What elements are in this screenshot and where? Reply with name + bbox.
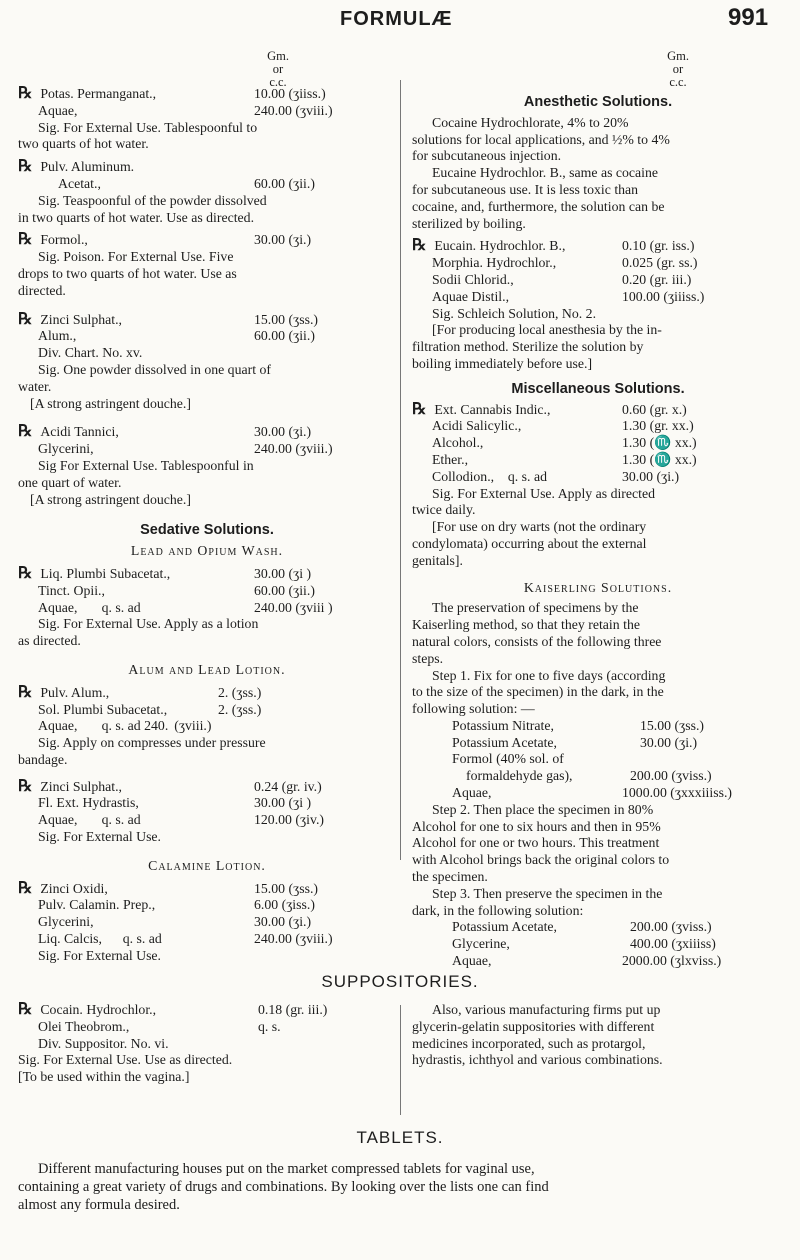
prescription (412, 402, 784, 570)
note: [A strong astringent douche.] (30, 395, 191, 411)
amount: 15.00 (ʒss.) (640, 717, 704, 733)
signa: Sig. Teaspoonful of the powder dissolved (38, 192, 267, 208)
subheading-calamine: Calamine Lotion. (148, 857, 266, 873)
unit-cc: c.c. (269, 75, 287, 89)
text-line: Alcohol for one to six hours and then in 95% (412, 818, 661, 834)
text-line: glycerin-gelatin suppositories with different (412, 1018, 655, 1034)
rx-symbol: ℞ (18, 1001, 33, 1018)
signa: Sig. Schleich Solution, No. 2. (432, 305, 597, 321)
signa: Sig. For External Use. Apply as directed (432, 485, 656, 501)
ingredient: Alcohol., (432, 435, 484, 451)
rx-symbol: ℞ (412, 237, 427, 255)
section-heading-suppositories: SUPPOSITORIES. (321, 972, 479, 991)
step1-formula (412, 718, 784, 802)
amount: 240.00 (ʒviii ) (254, 599, 333, 615)
unit-head-left (258, 50, 298, 89)
text-line: the specimen. (412, 869, 488, 885)
ingredient: Aquae, (452, 785, 492, 801)
ingredient: formaldehyde gas), (466, 768, 573, 784)
note: filtration method. Sterilize the solution by (412, 339, 644, 355)
text-line: with Alcohol brings back the original colors to (412, 852, 670, 868)
prescription (18, 159, 396, 226)
ingredient: Eucain. Hydrochlor. B., (434, 238, 566, 254)
text-line: following solution: — (412, 701, 535, 717)
amount: (ʒviii.) (174, 718, 212, 734)
ingredient: Liq. Plumbi Subacetat., (40, 565, 171, 581)
amount: 1.30 (♏ xx.) (622, 435, 697, 451)
rx-symbol: ℞ (18, 777, 33, 795)
amount: 400.00 (ʒxiiiss) (630, 936, 716, 952)
ingredient: Potassium Acetate, (452, 734, 557, 750)
amount: 30.00 (ʒi ) (254, 795, 312, 811)
ingredient: Aquae, (452, 953, 492, 969)
section-heading-tablets: TABLETS. (356, 1128, 444, 1147)
signa-cont: as directed. (18, 633, 81, 649)
suppository-prescription (18, 1002, 398, 1086)
amount: 0.10 (gr. iss.) (622, 238, 695, 254)
amount: 2000.00 (ʒlxviss.) (622, 953, 722, 969)
subheading-alum-lead: Alum and Lead Lotion. (128, 661, 286, 677)
division: Div. Suppositor. No. vi. (38, 1035, 169, 1051)
note: boiling immediately before use.] (412, 355, 593, 371)
text-line: Step 3. Then preserve the specimen in the (432, 885, 663, 901)
amount: 0.025 (gr. ss.) (622, 255, 698, 271)
subheading-kaiserling: Kaiserling Solutions. (523, 579, 673, 595)
amount: 60.00 (ʒii.) (254, 328, 315, 344)
amount: 240.00 (ʒviii.) (254, 441, 333, 457)
text-line: medicines incorporated, such as protargol, (412, 1035, 646, 1051)
paragraph-step3 (412, 886, 784, 920)
ingredient: Collodion., q. s. ad (432, 468, 547, 484)
ingredient: Ext. Cannabis Indic., (434, 401, 551, 417)
paragraph-kaiserling-intro (412, 600, 784, 667)
signa: Sig. For External Use. Tablespoonful to (38, 119, 258, 135)
ingredient: Potassium Acetate, (452, 919, 557, 935)
ingredient: Potassium Nitrate, (452, 717, 554, 733)
signa: Sig. For External Use. Apply as a lotion (38, 616, 259, 632)
ingredient: Zinci Sulphat., (40, 311, 122, 327)
amount: 0.20 (gr. iii.) (622, 271, 692, 287)
signa: Sig. For External Use. (38, 829, 162, 845)
ingredient: Tinct. Opii., (38, 582, 105, 598)
unit-head-right (658, 50, 698, 89)
amount: q. s. (258, 1018, 281, 1034)
signa: Sig. For External Use. (38, 947, 162, 963)
amount: 2. (ʒss.) (218, 684, 262, 700)
page-number: 991 (728, 4, 769, 31)
prescription (18, 86, 396, 153)
column-divider (400, 80, 401, 860)
amount: 240.00 (ʒviii.) (254, 931, 333, 947)
unit-gm: Gm. (267, 49, 289, 63)
rx-symbol: ℞ (18, 231, 33, 249)
rx-symbol: ℞ (18, 683, 33, 701)
unit-gm: Gm. (667, 49, 689, 63)
amount: 100.00 (ʒiiiss.) (622, 288, 705, 304)
text-line: almost any formula desired. (18, 1197, 180, 1213)
rx-symbol: ℞ (18, 423, 33, 441)
ingredient: Cocain. Hydrochlor., (40, 1002, 157, 1017)
rx-symbol: ℞ (18, 564, 33, 582)
rx-symbol: ℞ (18, 310, 33, 328)
ingredient: Acidi Tannici, (40, 424, 119, 440)
ingredient: Ether., (432, 451, 469, 467)
note: [For use on dry warts (not the ordinary (432, 519, 647, 535)
ingredient: Acidi Salicylic., (432, 418, 522, 434)
note: [For producing local anesthesia by the in- (432, 322, 662, 338)
text-line: for subcutaneous use. It is less toxic than (412, 181, 639, 197)
prescription (18, 779, 396, 846)
ingredient: Pulv. Aluminum. (40, 159, 135, 175)
amount: 30.00 (ʒi.) (622, 468, 680, 484)
signa-cont: directed. (18, 282, 66, 298)
text-line: The preservation of specimens by the (432, 600, 639, 616)
amount: 240.00 (ʒviii.) (254, 102, 333, 118)
ingredient: Acetat., (58, 175, 101, 191)
ingredient: Aquae Distil., (432, 288, 510, 304)
note: [A strong astringent douche.] (30, 491, 191, 507)
tablets-paragraph (18, 1160, 788, 1214)
amount: 1.30 (♏ xx.) (622, 451, 697, 467)
ingredient: Formol (40% sol. of (452, 751, 564, 767)
signa: Sig. One powder dissolved in one quart of (38, 361, 271, 377)
amount: 200.00 (ʒviss.) (630, 768, 712, 784)
paragraph-eucaine (412, 165, 784, 232)
signa-cont: twice daily. (412, 502, 476, 518)
running-title: FORMULÆ (340, 8, 453, 30)
right-column (412, 86, 784, 970)
prescription (18, 566, 396, 650)
unit-cc: c.c. (669, 75, 687, 89)
rx-symbol: ℞ (18, 85, 33, 102)
note: condylomata) occurring about the external (412, 535, 647, 551)
ingredient: Formol., (40, 232, 88, 248)
ingredient: Pulv. Calamin. Prep., (38, 897, 156, 913)
column-divider (400, 1005, 401, 1115)
ingredient: Pulv. Alum., (40, 684, 110, 700)
step3-formula (412, 919, 784, 969)
text-line: Eucaine Hydrochlor. B., same as cocaine (432, 165, 659, 181)
text-line: steps. (412, 650, 444, 666)
text-line: Alcohol for one or two hours. This treatment (412, 835, 660, 851)
unit-or: or (272, 62, 284, 76)
amount: 30.00 (ʒi.) (254, 424, 312, 440)
text-line: natural colors, consists of the following three (412, 633, 662, 649)
ingredient: Glycerine, (452, 936, 510, 952)
ingredient: Zinci Oxidi, (40, 880, 108, 896)
amount: 1000.00 (ʒxxxiiiss.) (622, 785, 732, 801)
text-line: cocaine, and, furthermore, the solution can be (412, 198, 665, 214)
amount: 15.00 (ʒss.) (254, 880, 318, 896)
note: genitals]. (412, 552, 463, 568)
prescription (18, 881, 396, 965)
text-line: Different manufacturing houses put on the market compressed tablets for vaginal use, (38, 1161, 535, 1177)
ingredient: Morphia. Hydrochlor., (432, 255, 557, 271)
amount: 30.00 (ʒi.) (254, 232, 312, 248)
signa: Sig. Poison. For External Use. Five (38, 249, 234, 265)
amount: 15.00 (ʒss.) (254, 311, 318, 327)
amount: 0.24 (gr. iv.) (254, 778, 322, 794)
ingredient: Fl. Ext. Hydrastis, (38, 795, 139, 811)
ingredient: Potas. Permanganat., (40, 86, 157, 101)
prescription (18, 312, 396, 413)
text-line: to the size of the specimen) in the dark, in the (412, 684, 664, 700)
text-line: Step 2. Then place the specimen in 80% (432, 801, 654, 817)
ingredient: Olei Theobrom., (38, 1018, 130, 1034)
section-heading-misc: Miscellaneous Solutions. (511, 380, 685, 397)
text-line: solutions for local applications, and ½% to 4% (412, 131, 670, 147)
amount: 30.00 (ʒi.) (640, 734, 698, 750)
ingredient: Glycerini, (38, 914, 94, 930)
amount: 30.00 (ʒi.) (254, 914, 312, 930)
prescription (18, 232, 396, 299)
prescription (18, 424, 396, 508)
signa: Sig For External Use. Tablespoonful in (38, 457, 254, 473)
ingredient: Aquae, q. s. ad (38, 599, 141, 615)
left-column (18, 86, 396, 965)
text-line: hydrastis, ichthyol and various combinations. (412, 1052, 663, 1068)
signa: Sig. Apply on compresses under pressure (38, 735, 266, 751)
amount: 0.60 (gr. x.) (622, 401, 687, 417)
ingredient: Aquae, q. s. ad (38, 812, 141, 828)
text-line: for subcutaneous injection. (412, 148, 562, 164)
note: [To be used within the vagina.] (18, 1069, 190, 1085)
section-heading-sedative: Sedative Solutions. (140, 522, 274, 539)
text-line: Cocaine Hydrochlorate, 4% to 20% (432, 114, 629, 130)
text-line: sterilized by boiling. (412, 215, 526, 231)
paragraph-step1 (412, 668, 784, 718)
paragraph-step2 (412, 802, 784, 886)
amount: 200.00 (ʒviss.) (630, 919, 712, 935)
paragraph-cocaine (412, 115, 784, 165)
amount: 60.00 (ʒii.) (254, 582, 315, 598)
signa-cont: drops to two quarts of hot water. Use as (18, 265, 237, 281)
text-line: Also, various manufacturing firms put up (432, 1002, 661, 1017)
ingredient: Zinci Sulphat., (40, 778, 122, 794)
text-line: Kaiserling method, so that they retain the (412, 617, 640, 633)
ingredient: Aquae, (38, 102, 78, 118)
text-line: containing a great variety of drugs and combinations. By looking over the lists one can find (18, 1179, 549, 1195)
ingredient: Glycerini, (38, 441, 94, 457)
rx-symbol: ℞ (18, 158, 33, 176)
signa: Sig. For External Use. Use as directed. (18, 1052, 233, 1068)
prescription (412, 238, 784, 372)
signa-cont: bandage. (18, 751, 68, 767)
unit-or: or (672, 62, 684, 76)
division: Div. Chart. No. xv. (38, 345, 143, 361)
ingredient: Sol. Plumbi Subacetat., (38, 701, 168, 717)
rx-symbol: ℞ (412, 400, 427, 418)
amount: 10.00 (ʒiiss.) (254, 86, 326, 101)
section-heading-anesthetic: Anesthetic Solutions. (523, 94, 673, 110)
amount: 60.00 (ʒii.) (254, 175, 315, 191)
suppository-paragraph (412, 1002, 784, 1069)
ingredient: Sodii Chlorid., (432, 271, 514, 287)
amount: 1.30 (gr. xx.) (622, 418, 694, 434)
ingredient: Liq. Calcis, q. s. ad (38, 931, 162, 947)
rx-symbol: ℞ (18, 879, 33, 897)
amount: 30.00 (ʒi ) (254, 565, 312, 581)
amount: 0.18 (gr. iii.) (258, 1002, 328, 1017)
signa-cont: in two quarts of hot water. Use as directed. (18, 209, 255, 225)
text-line: dark, in the following solution: (412, 902, 584, 918)
prescription (18, 685, 396, 769)
signa-cont: one quart of water. (18, 474, 122, 490)
ingredient: Alum., (38, 328, 77, 344)
amount: 2. (ʒss.) (218, 701, 262, 717)
signa-cont: two quarts of hot water. (18, 136, 149, 152)
signa-cont: water. (18, 378, 52, 394)
amount: 120.00 (ʒiv.) (254, 812, 324, 828)
text-line: Step 1. Fix for one to five days (according (432, 667, 666, 683)
subheading-lead-opium: Lead and Opium Wash. (130, 543, 284, 559)
ingredient: Aquae, q. s. ad 240. (38, 718, 169, 734)
amount: 6.00 (ʒiss.) (254, 897, 315, 913)
